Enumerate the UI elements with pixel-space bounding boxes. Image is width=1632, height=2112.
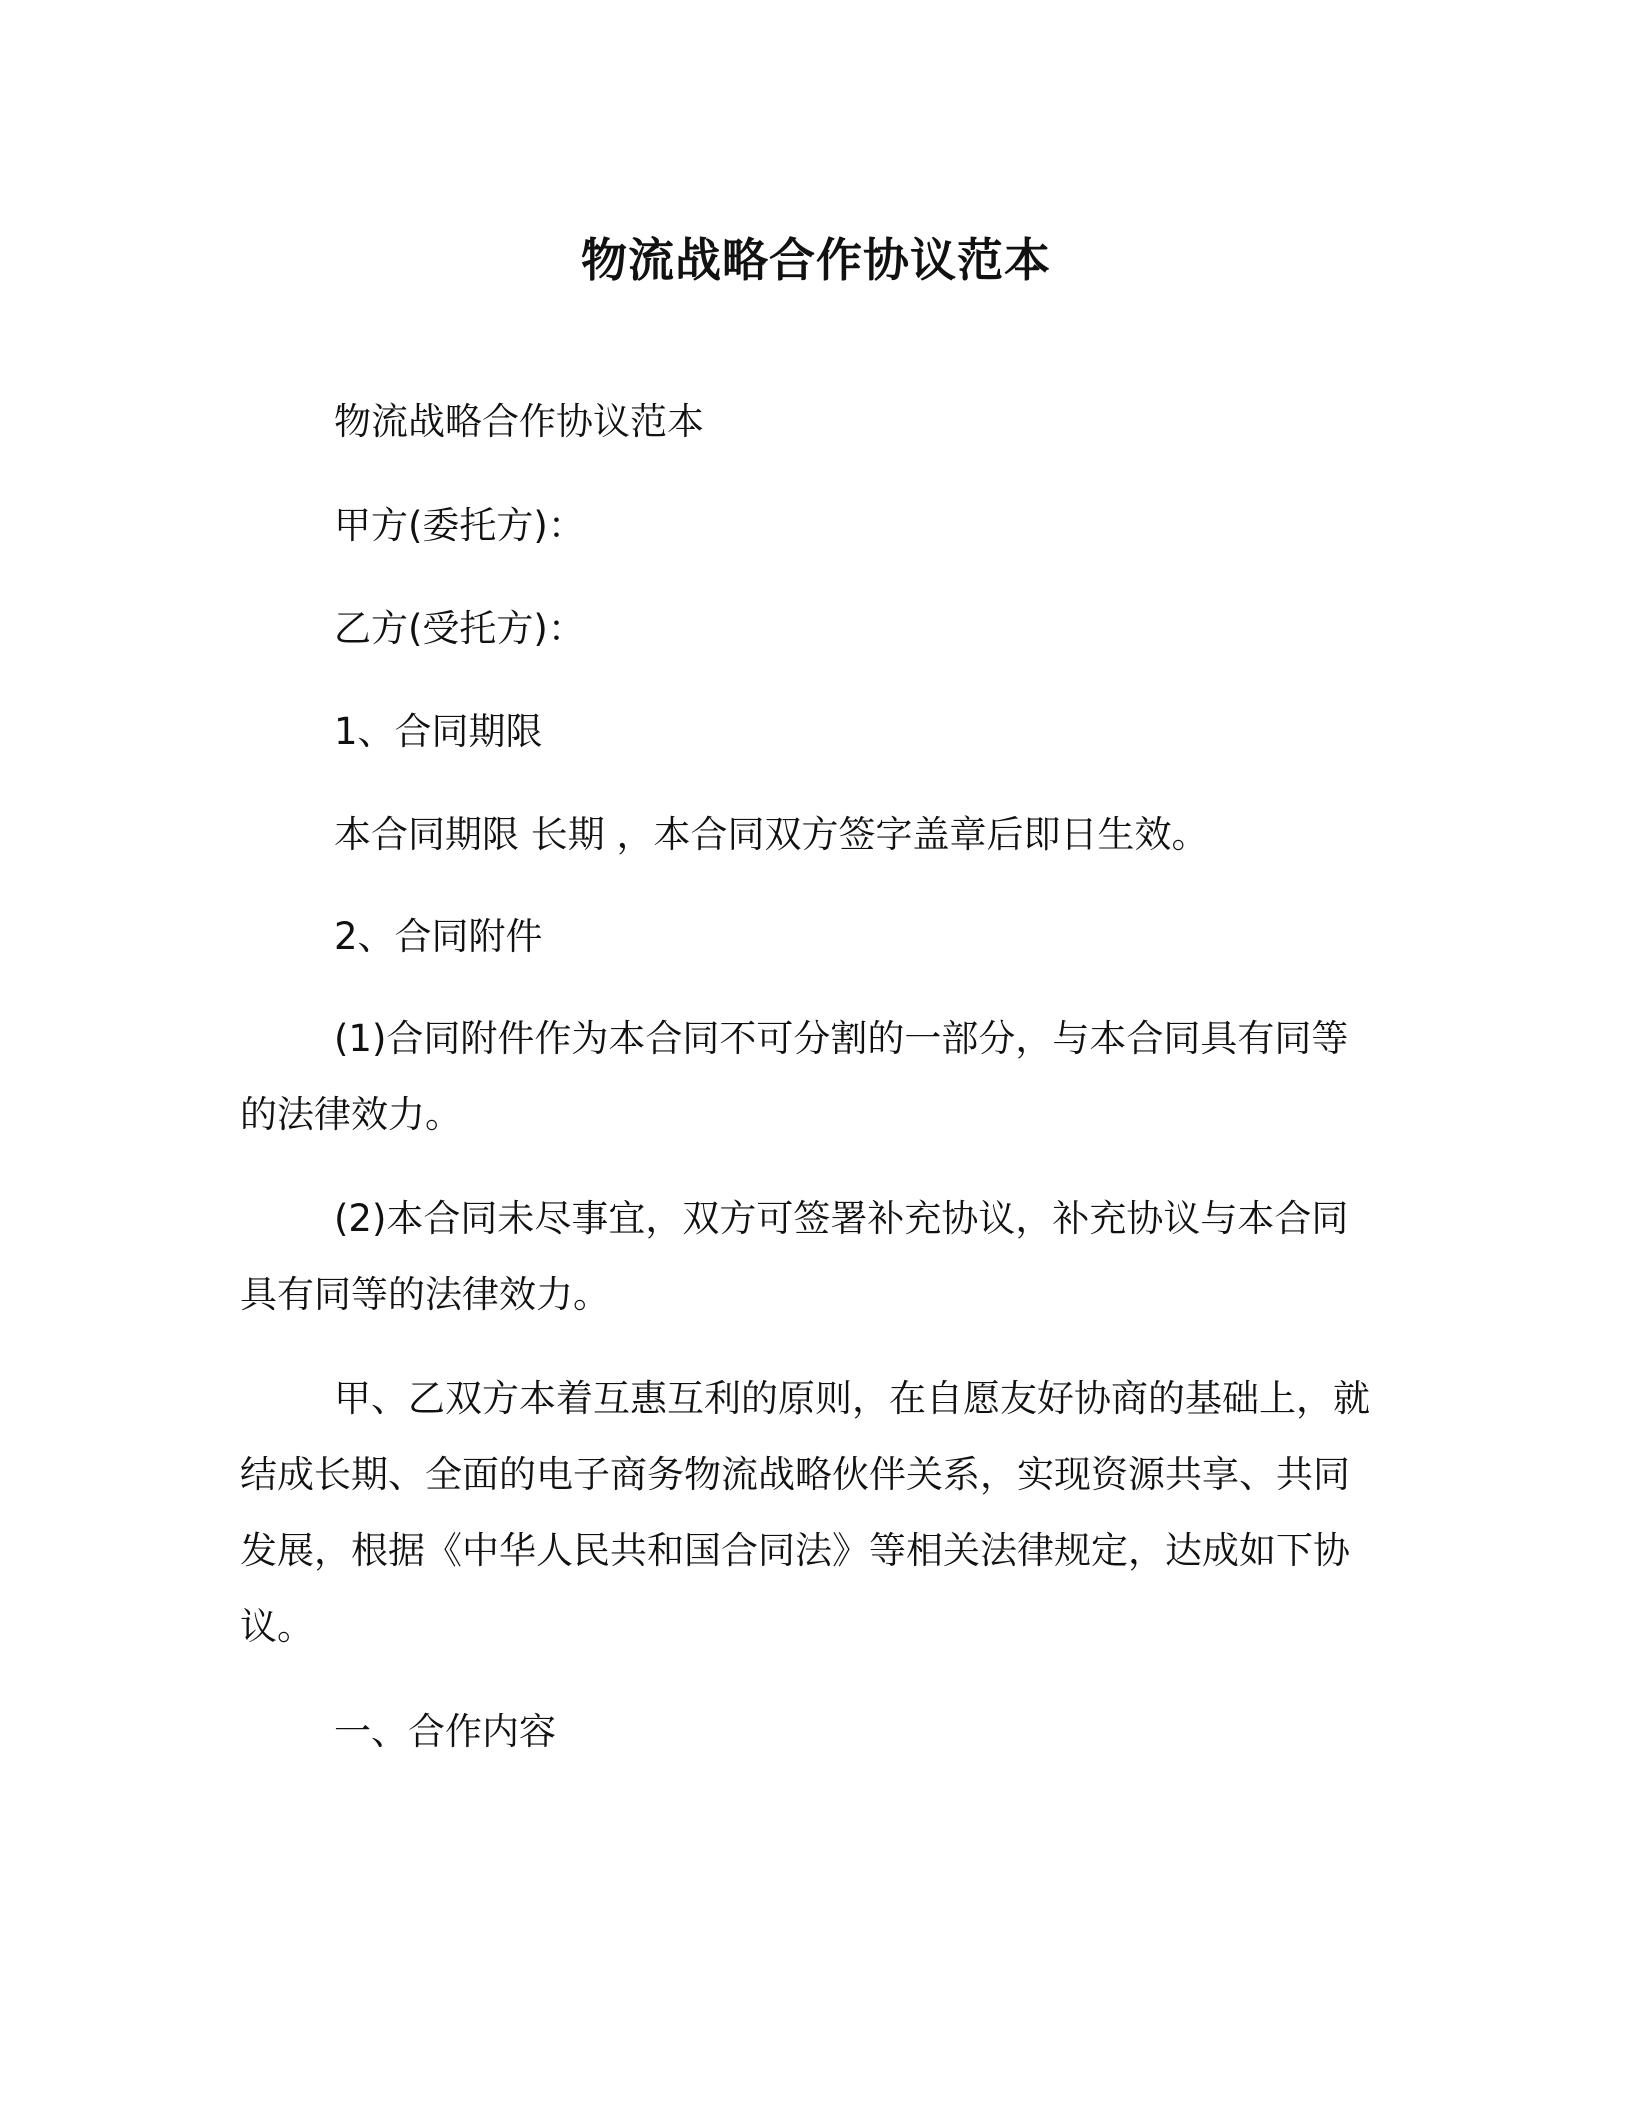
section-1-heading: 1、合同期限 — [334, 710, 543, 753]
section-2-heading: 2、合同附件 — [334, 915, 543, 958]
section-cooperation-heading: 一、合作内容 — [334, 1710, 556, 1753]
attachment-clause-1-line-2: 的法律效力。 — [240, 1093, 462, 1136]
subtitle-line: 物流战略合作协议范本 — [334, 400, 704, 443]
attachment-clause-1-line-1: (1)合同附件作为本合同不可分割的一部分，与本合同具有同等 — [334, 1017, 1349, 1060]
attachment-clause-2-line-1: (2)本合同未尽事宜，双方可签署补充协议，补充协议与本合同 — [334, 1197, 1349, 1240]
preamble-line-2: 结成长期、全面的电子商务物流战略伙伴关系，实现资源共享、共同 — [240, 1453, 1350, 1496]
party-a-line: 甲方(委托方)： — [334, 504, 585, 547]
party-b-line: 乙方(受托方)： — [334, 607, 585, 650]
document-title: 物流战略合作协议范本 — [581, 233, 1051, 287]
preamble-line-3: 发展，根据《中华人民共和国合同法》等相关法律规定，达成如下协 — [240, 1529, 1350, 1572]
preamble-line-1: 甲、乙双方本着互惠互利的原则，在自愿友好协商的基础上，就 — [334, 1377, 1370, 1420]
contract-term-text: 本合同期限 长期 ，本合同双方签字盖章后即日生效。 — [334, 813, 1209, 856]
attachment-clause-2-line-2: 具有同等的法律效力。 — [240, 1273, 610, 1316]
preamble-line-4: 议。 — [240, 1605, 314, 1648]
